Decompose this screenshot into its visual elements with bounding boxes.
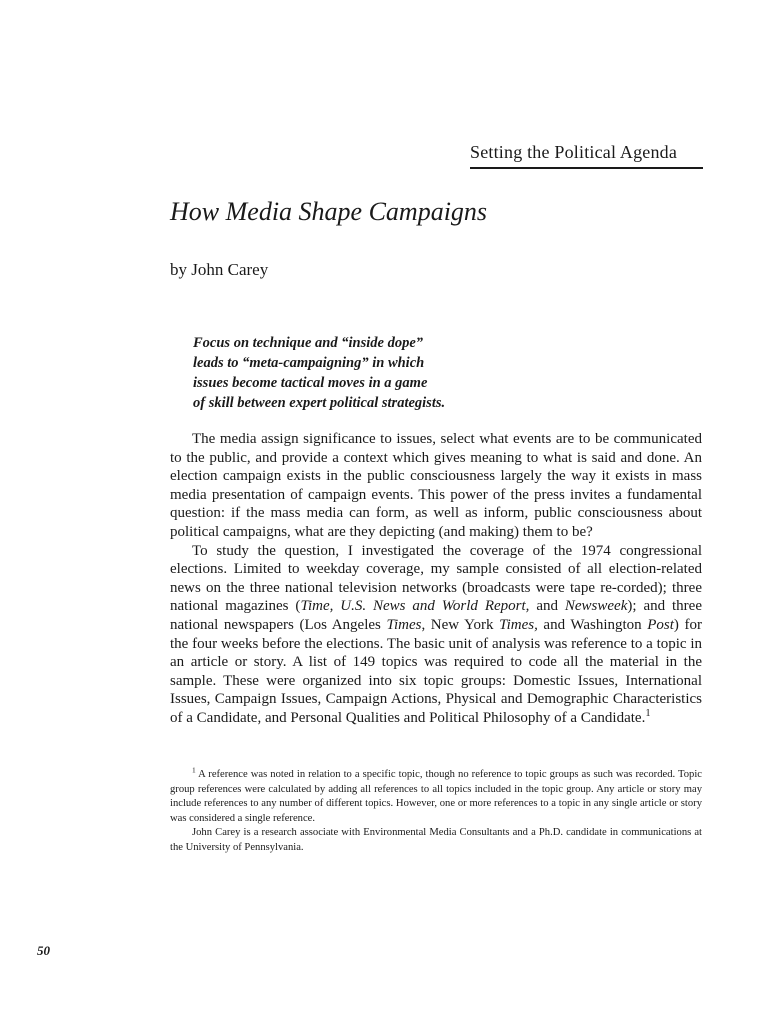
section-header: Setting the Political Agenda	[470, 142, 703, 169]
article-body	[170, 430, 702, 728]
paragraph-text: ); and three national newspapers (Los Angeles	[170, 598, 702, 633]
page-number: 50	[37, 943, 50, 958]
footnotes	[170, 765, 702, 856]
abstract-line: leads to “meta-campaigning” in which	[193, 355, 425, 371]
paragraph-text: and Washington	[537, 616, 648, 633]
article-abstract	[193, 333, 523, 413]
footnote-1	[170, 765, 702, 826]
publication-name: Time, U.S. News and World Report,	[300, 598, 530, 615]
paragraph-text: To study the question, I investigated the coverage of the 1974 congressional elections. Limited to weekday coverage, my sample consisted of all election-related news on the three national television networks (broadcasts were tape re-corded); three national magazines (	[170, 542, 702, 615]
paragraph-text: , New York	[421, 616, 500, 633]
author-note: John Carey is a research associate with Environmental Media Consultants and a Ph.D. candidate in communications at the University of Pennsylvania.	[170, 827, 702, 853]
footnote-marker: 1	[192, 765, 196, 775]
article-byline: by John Carey	[170, 260, 269, 279]
abstract-line: Focus on technique and “inside dope”	[193, 335, 424, 351]
publication-name: Newsweek	[564, 598, 628, 615]
footnote-ref: 1	[645, 707, 651, 719]
paragraph-text: and	[529, 598, 565, 615]
paragraph-text: ) for the four weeks before the elections. The basic unit of analysis was reference to a topic in an article or story. A list of 149 topics was required to code all the material in the sample. These were organized into six topic groups: Domestic Issues, International Issues, Campaign Issues, Campaign Actions, Physical and Demographic Characteristics of a Candidate, and Personal Qualities and Political Philosophy of a Candidate.	[170, 616, 702, 726]
publication-name: Times,	[499, 616, 538, 633]
publication-name: Post	[647, 616, 674, 633]
article-title: How Media Shape Campaigns	[170, 197, 488, 226]
publication-name: Times	[386, 616, 422, 633]
body-paragraph-2	[170, 542, 702, 728]
body-paragraph-1: The media assign significance to issues, select what events are to be communicated to the public, and provide a context which gives meaning to what is said and done. An election campaign exists in the public consciousness largely the way it exists in mass media presentation of campaign events. This power of the press invites a fundamental question: if the mass media can form, as well as inform, public consciousness about political campaigns, what are they depicting (and making) them to be?	[170, 431, 702, 540]
abstract-line: of skill between expert political strategists.	[193, 395, 446, 411]
abstract-line: issues become tactical moves in a game	[193, 375, 428, 391]
footnote-text: A reference was noted in relation to a specific topic, though no reference to topic groups as such was recorded. Topic group references were calculated by adding all references to all topics included in the topic group. Any article or story may include references to any number of different topics. However, one or more references to a topic in any single article or story was considered a single reference.	[170, 769, 702, 824]
